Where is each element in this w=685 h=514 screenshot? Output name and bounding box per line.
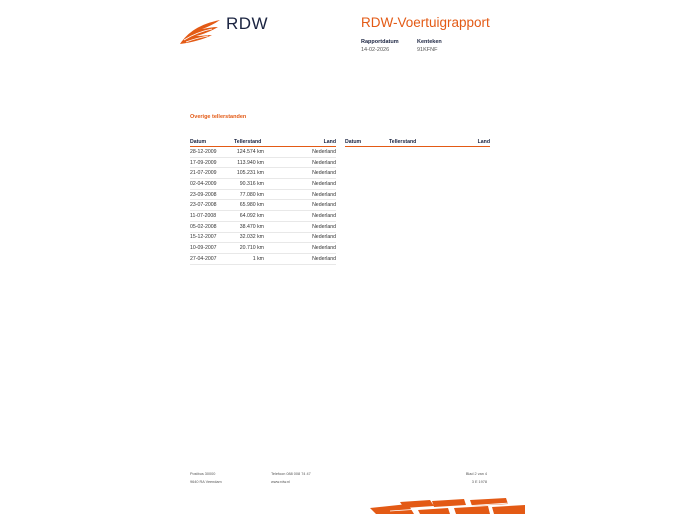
meta-label: Kenteken <box>417 39 442 45</box>
cell-country: Nederland <box>264 179 336 190</box>
cell-date: 15-12-2007 <box>190 232 234 243</box>
cell-date: 23-09-2008 <box>190 189 234 200</box>
meta-value: 91KFNF <box>417 47 438 53</box>
section-title: Overige tellerstanden <box>190 114 247 120</box>
table-header-row <box>345 138 490 147</box>
column-header-country: Land <box>419 138 490 147</box>
cell-odometer: 20.710 km <box>234 243 264 254</box>
cell-odometer: 64.092 km <box>234 211 264 222</box>
cell-country: Nederland <box>264 211 336 222</box>
cell-date: 05-02-2008 <box>190 221 234 232</box>
cell-odometer: 32.032 km <box>234 232 264 243</box>
cell-country: Nederland <box>264 253 336 264</box>
cell-date: 17-09-2009 <box>190 157 234 168</box>
meta-label: Rapportdatum <box>361 39 399 45</box>
cell-date: 21-07-2009 <box>190 168 234 179</box>
cell-odometer: 113.940 km <box>234 157 264 168</box>
cell-country: Nederland <box>264 157 336 168</box>
cell-odometer: 65.980 km <box>234 200 264 211</box>
odometer-table-left <box>190 138 336 265</box>
decorative-stripes-icon <box>370 498 525 514</box>
table-row <box>190 200 336 211</box>
cell-odometer: 124.574 km <box>234 147 264 158</box>
footer-line: 3 E 1978 <box>471 480 487 484</box>
cell-country: Nederland <box>264 221 336 232</box>
table-row <box>190 253 336 264</box>
cell-country: Nederland <box>264 232 336 243</box>
table-header-row <box>190 138 336 147</box>
footer-contact <box>271 470 311 486</box>
column-header-date: Datum <box>190 138 234 147</box>
footer-line: 9640 RA Veendam <box>190 480 222 484</box>
column-header-odometer: Tellerstand <box>234 138 264 147</box>
meta-license-plate <box>417 39 442 53</box>
column-header-odometer: Tellerstand <box>389 138 419 147</box>
cell-date: 11-07-2008 <box>190 211 234 222</box>
table-row <box>190 147 336 158</box>
footer-line: www.rdw.nl <box>271 480 290 484</box>
footer-line: Telefoon 088 008 74 47 <box>271 472 311 476</box>
table-row <box>190 221 336 232</box>
cell-date: 10-09-2007 <box>190 243 234 254</box>
table-row <box>190 168 336 179</box>
cell-odometer: 1 km <box>234 253 264 264</box>
rdw-logo-icon <box>178 18 222 46</box>
cell-odometer: 90.316 km <box>234 179 264 190</box>
cell-date: 02-04-2009 <box>190 179 234 190</box>
cell-country: Nederland <box>264 189 336 200</box>
meta-value: 14-02-2026 <box>361 47 390 53</box>
footer-address <box>190 470 222 486</box>
cell-country: Nederland <box>264 243 336 254</box>
footer-line: Blad 2 van 4 <box>465 472 487 476</box>
cell-date: 27-04-2007 <box>190 253 234 264</box>
cell-country: Nederland <box>264 168 336 179</box>
odometer-table-right <box>345 138 490 147</box>
table-row <box>190 243 336 254</box>
table-row <box>190 211 336 222</box>
cell-country: Nederland <box>264 147 336 158</box>
cell-odometer: 38.470 km <box>234 221 264 232</box>
table-row <box>190 232 336 243</box>
cell-date: 28-12-2009 <box>190 147 234 158</box>
cell-country: Nederland <box>264 200 336 211</box>
meta-report-date <box>361 39 399 53</box>
footer-page-info <box>440 470 487 486</box>
cell-odometer: 77.080 km <box>234 189 264 200</box>
brand-name: RDW <box>226 14 269 33</box>
table-row <box>190 157 336 168</box>
report-title: RDW-Voertuigrapport <box>361 15 490 30</box>
column-header-date: Datum <box>345 138 389 147</box>
footer-line: Postbus 30000 <box>190 472 216 476</box>
table-row <box>190 179 336 190</box>
column-header-country: Land <box>264 138 336 147</box>
cell-date: 23-07-2008 <box>190 200 234 211</box>
cell-odometer: 105.231 km <box>234 168 264 179</box>
table-row <box>190 189 336 200</box>
